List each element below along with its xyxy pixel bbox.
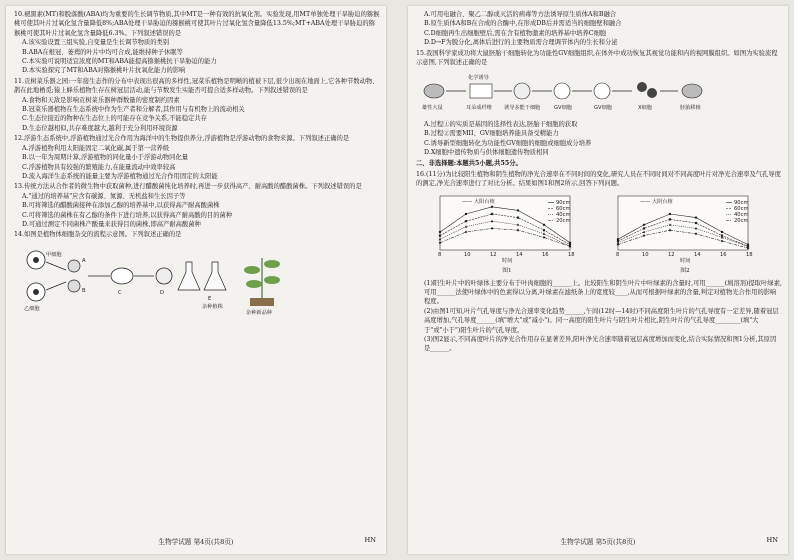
chart-2-xlabel: 时间 [680,257,691,264]
label-A: A [82,257,86,264]
chart-2-legend-label-2: 40cm [734,211,749,218]
q10-option-a: A.该实验设置三组实验,自变量是生长调节物质的类别 [22,39,170,47]
chart-1-inner-title: —— 大阳台植 [462,198,495,205]
chart-1-point-60cm-1 [465,220,467,222]
arrow-b [46,282,66,290]
chart-2 [600,192,770,264]
q10-option-d: D.本实验探究了MT和ABA对猕猴桃叶片抗氧化能力的影响 [22,67,186,75]
page-5-footer [408,536,788,546]
footer-code-4: HN [364,536,376,544]
chart-1-point-60cm-2 [491,213,493,215]
chart-2-frame [618,196,748,250]
plant-leaf-4 [264,276,280,284]
chart-1-legend-label-3: 20cm [556,217,571,224]
chart-2-xtick-1: 10 [642,251,649,258]
q14-option-c: C.D细胞再生出细胞壁后,需在含有植物激素的培养基中培养C细胞 [424,29,607,37]
chart-1-legend-label-2: 40cm [556,211,571,218]
chart-1-xtick-2: 12 [490,251,497,258]
chart-2-inner-title: —— 大阴台植 [640,198,673,205]
chart-2-xtick-4: 16 [720,251,727,258]
offspring-icon [682,84,702,98]
q12-option-c: C.浮游植物具有较强的繁殖能力,在能量流动中效率较高 [22,163,176,171]
chart-2-point-60cm-3 [695,222,697,224]
chart-1 [422,192,592,264]
chart-1-xtick-5: 18 [568,251,575,258]
q11-stem: 11.贡树菜乐器之园:一年接生态作的分布中表现出很高的多样性,冠菜乐植物是明晰的植被下层,很少出现在地面上,它各种节数动物、鹊在此地栖觅;猿上蜂乐植物生存在树冠层活动,能与节数发生实能否可提合适多样动物。下列叙述错误的是 [14,77,379,95]
chart-2-point-60cm-1 [643,227,645,229]
question-11 [14,77,380,133]
q16-sub1: (1)阳生叶片中的叶绿体主要分布于叶肉细胞的______上。比较阳生和阴生叶片中叶绿素的含量时,可用______(填溶剂)提取叶绿素,可用______法使叶绿体中的色素得以分离,叶绿素在滤纸条上的宽度较____,从而可根据叶绿素的含量,判定对植物光合作用的影响程度。 [424,279,782,306]
q11-option-d: D.生态位越相似,共存难度越大,越利于充分利用环境资源 [22,124,178,132]
hybrid-label: 杂种植株 [202,303,223,310]
q13-option-d: D.可通过测定不同菌株产酸量来获得目的菌株,即高产耐高酸菌种 [22,220,201,228]
chart-2-xtick-2: 12 [668,251,675,258]
q11-option-c: C.生态位接近的物种在生态位上的可能存在竞争关系,不能稳定共存 [22,115,207,123]
q14-figure [14,242,380,321]
cell-a-label: 甲细胞 [46,251,62,258]
q13-option-b: B.可将筛选的醋酸菌接种在添加乙醇的培养基中,以获得高产耐高酸菌株 [22,202,220,210]
cell-b-nucleus [33,289,39,295]
chart-1-legend-label-1: 60cm [556,205,571,212]
q10-stem: 10.褪黑素(MT)和脱落酸(ABA)均为重要的生长调节物质,其中MT是一种有效的抗氧化剂。实验发现,用MT单独处理干旱胁迫的猕猴桃可使其叶片过氧化氢含量降低8%;ABA处理干旱胁迫的猕猴桃可使其叶片过氧化氢含量降低13.5%;MT+ABA处理干旱胁迫的猕猴桃可使其叶片过氧化氢含量降低6.3%。下列叙述错误的是 [14,11,380,37]
question-15 [416,49,782,158]
chart-1-xlabel: 时间 [502,257,513,264]
page-5-content [416,10,782,355]
exam-page-4 [6,6,386,554]
q15-option-b: B.过程②需要MII、GV细胞培养能具备受精能力 [424,130,559,138]
plant-leaf-1 [244,266,260,274]
chart-1-xtick-4: 16 [542,251,549,258]
q15-stem: 15.我国科学家成功将大鼠胚胎干细胞转化为功能性GV细胞组织,在体外中成功恢复其视觉功能和内的视网膜组织。如图为实验流程示意图,下列叙述正确的是 [416,49,778,67]
question-13 [14,182,380,229]
q13-option-a: A."通过的培养基"应含有碳源、氮源、无机盐和生长因子等 [22,192,186,200]
chart-2-point-90cm-1 [643,223,645,225]
gv-cell-1 [554,83,570,99]
chart-1-point-60cm-3 [517,216,519,218]
chart-2-point-90cm-4 [721,230,723,232]
chart-2-xtick-3: 14 [694,251,701,258]
cell-fusion-diagram [14,242,314,318]
chart-2-xtick-0: 8 [616,251,620,258]
protoplast-b [68,280,80,292]
chart-1-point-90cm-1 [465,212,467,214]
footer-title-4: 生物学试题 [158,538,192,546]
q13-option-c: C.可将筛选的菌株在有乙醇的条件下进行培养,以获得高产耐高酸的目的菌种 [22,211,233,219]
q16-stem: 16.(11分)为比较阳生植物和阴生植物的净光合速率在不同时间的变化,研究人员在不同时间对不同高度叶片对净光合速率及气孔导度的测定,净光合速率进行了对比分析。结果如图1和图2所示,回答下列问题。 [416,170,781,188]
footer-code-5: HN [766,536,778,544]
label-B: B [82,287,86,294]
q16-sub3: (3)图2显示,不同高度叶片的净光合作用存在显著差异,阳叶净光合速率随着冠层高度增加而变化,结合实际情况和图1分析,其原因是______。 [424,335,777,353]
chart-2-point-90cm-2 [669,212,671,214]
question-16 [416,170,782,354]
exam-page-5 [408,6,788,554]
label-E: E [208,295,212,302]
q12-stem: 12.浮游生态系统中,浮游植物通过光合作用为海洋中的生物提供养分,浮游植物是浮游动物的食物来源。下列叙述正确的是 [14,135,350,143]
chart-2-point-60cm-2 [669,218,671,220]
plant-pot [250,298,274,306]
plant-leaf-3 [246,280,262,288]
footer-title-5: 生物学试题 [560,538,594,546]
chart-1-point-90cm-3 [517,209,519,211]
q11-option-a: A.食物和天敌是影响贡树菜乐器种群数量的密度制约因素 [22,96,180,104]
fused-cell [111,268,133,284]
ips-cell [514,83,530,99]
flow-s1: 雄性大鼠 [422,105,443,112]
chart-2-wrap [600,192,770,277]
page-4-content [14,10,380,324]
flask-1 [178,262,200,290]
chart-1-point-60cm-0 [439,234,441,236]
plant-leaf-2 [264,260,280,268]
section-heading: 二、非选择题:本题共5小题,共55分。 [416,160,522,168]
chart-2-legend-label-0: 90cm [734,199,749,206]
chart-1-wrap [422,192,592,277]
q10-option-c: C.本实验可说明适宜浓度的MT和ABA能提高猕猴桃抗干旱胁迫的能力 [22,58,217,66]
cell-a-nucleus [33,257,39,263]
q14-option-b: B.原生质体A和B在合成的合酶中,在形成DB后并需适当的细胞壁和融合 [424,20,622,28]
chart-1-title: 图1 [502,268,512,275]
gv-cell-2 [594,83,610,99]
flow-s5: GV细胞 [554,105,572,112]
x-cell-1 [637,82,647,92]
q15-option-d: D.X细胞中遗传物质与供体细胞遗传物质相同 [424,149,549,157]
q15-option-a: A.过程①的实质是基因的选择性表达,胚胎干细胞的获取 [424,120,578,128]
flow-s6: GV细胞 [594,105,612,112]
page-4-footer [6,536,386,546]
flow-s2: 化学诱导 [468,75,489,82]
q10-option-b: B.ABA在根冠、萎蔫的叶片中均可合成,能维持种子休眠等 [22,48,183,56]
q13-stem: 13.传统方法从合作者的微生物中获取菌种,进行醋酸菌纯化培养时,再进一步获得高产、耐高酸的醋酸菌株。下列叙述错误的是 [14,183,362,191]
ips-flow-diagram [416,69,716,113]
protoplast-a [68,260,80,272]
q14-stem: 14.如图是植物体细胞杂交的流程示意图。下列叙述正确的是 [14,231,182,239]
q15-figure [416,69,782,116]
q16-sub2: (2)由图1可知,叶片气孔导度与净光合速率变化趋势______,午间(12时—14时)不同高度阳生叶片的气孔导度有一定差异,随着冠层高度增加,气孔导度______(填"增大"或"减小")。同一高度的阳生叶片与阴生叶片相比,阴生叶片的气孔导度________(填"大于"或"小于")阳生叶片的气孔导度。 [424,307,779,334]
q16-charts [422,192,782,277]
chart-1-xtick-1: 10 [464,251,471,258]
chart-2-legend-label-1: 60cm [734,205,749,212]
chart-2-legend-label-3: 20cm [734,217,749,224]
flow-s7: X细胞 [638,105,652,112]
question-14 [14,230,380,321]
question-10 [14,10,380,76]
product-label: 杂种新品种 [246,309,272,316]
q12-option-d: D.流入海洋生态系统的能量主要为浮游植物通过光合作用固定的太阳能 [22,172,218,180]
q15-option-c: C.诱导新型细胞转化为功能性GV细胞的细胞或细胞成分培养 [424,139,592,147]
cell-d [156,268,172,284]
flow-s8: 胚胎移植 [680,105,701,112]
x-cell-2 [647,88,657,98]
chart-1-legend-label-0: 90cm [556,199,571,206]
fibroblast-box [470,84,492,98]
chart-1-point-60cm-4 [543,229,545,231]
chart-2-point-90cm-3 [695,216,697,218]
q12-option-a: A.浮游植物利用太阳能固定二氧化碳,属于第一营养级 [22,144,170,152]
chart-2-xtick-5: 18 [746,251,753,258]
flow-s4: 诱导多能干细胞 [504,105,541,112]
arrow-a [46,262,66,270]
q14-option-d: D.D→F为脱分化,离体后进行的主要物质需合理调节体内的生长和分泌 [424,39,618,47]
cell-b-label: 乙细胞 [24,305,40,312]
q14-options [416,10,782,48]
q11-option-b: B.冠菜乐器植物在生态系统中作为生产者和分解者,其作用与有机物上的流动相关 [22,106,245,114]
chart-1-point-90cm-0 [439,230,441,232]
question-12 [14,134,380,181]
flow-s3: 耳朵成纤维 [466,105,492,112]
footer-page-4: 第4页(共8页) [193,538,234,546]
flask-2 [204,262,226,290]
chart-1-point-90cm-2 [491,205,493,207]
chart-1-point-90cm-4 [543,223,545,225]
chart-2-title: 图2 [680,268,690,275]
q12-option-b: B.以一年为周期计算,浮游植物的同化量小于浮游动物同化量 [22,154,189,162]
label-C: C [118,289,122,296]
footer-page-5: 第5页(共8页) [595,538,636,546]
chart-1-xtick-3: 14 [516,251,523,258]
chart-1-xtick-0: 8 [438,251,442,258]
mouse-icon [424,84,444,98]
label-D: D [160,289,164,296]
q14-option-a: A.可用电融合、聚乙二醇或灭活的病毒等方法诱导原生质体A和B融合 [424,11,617,18]
